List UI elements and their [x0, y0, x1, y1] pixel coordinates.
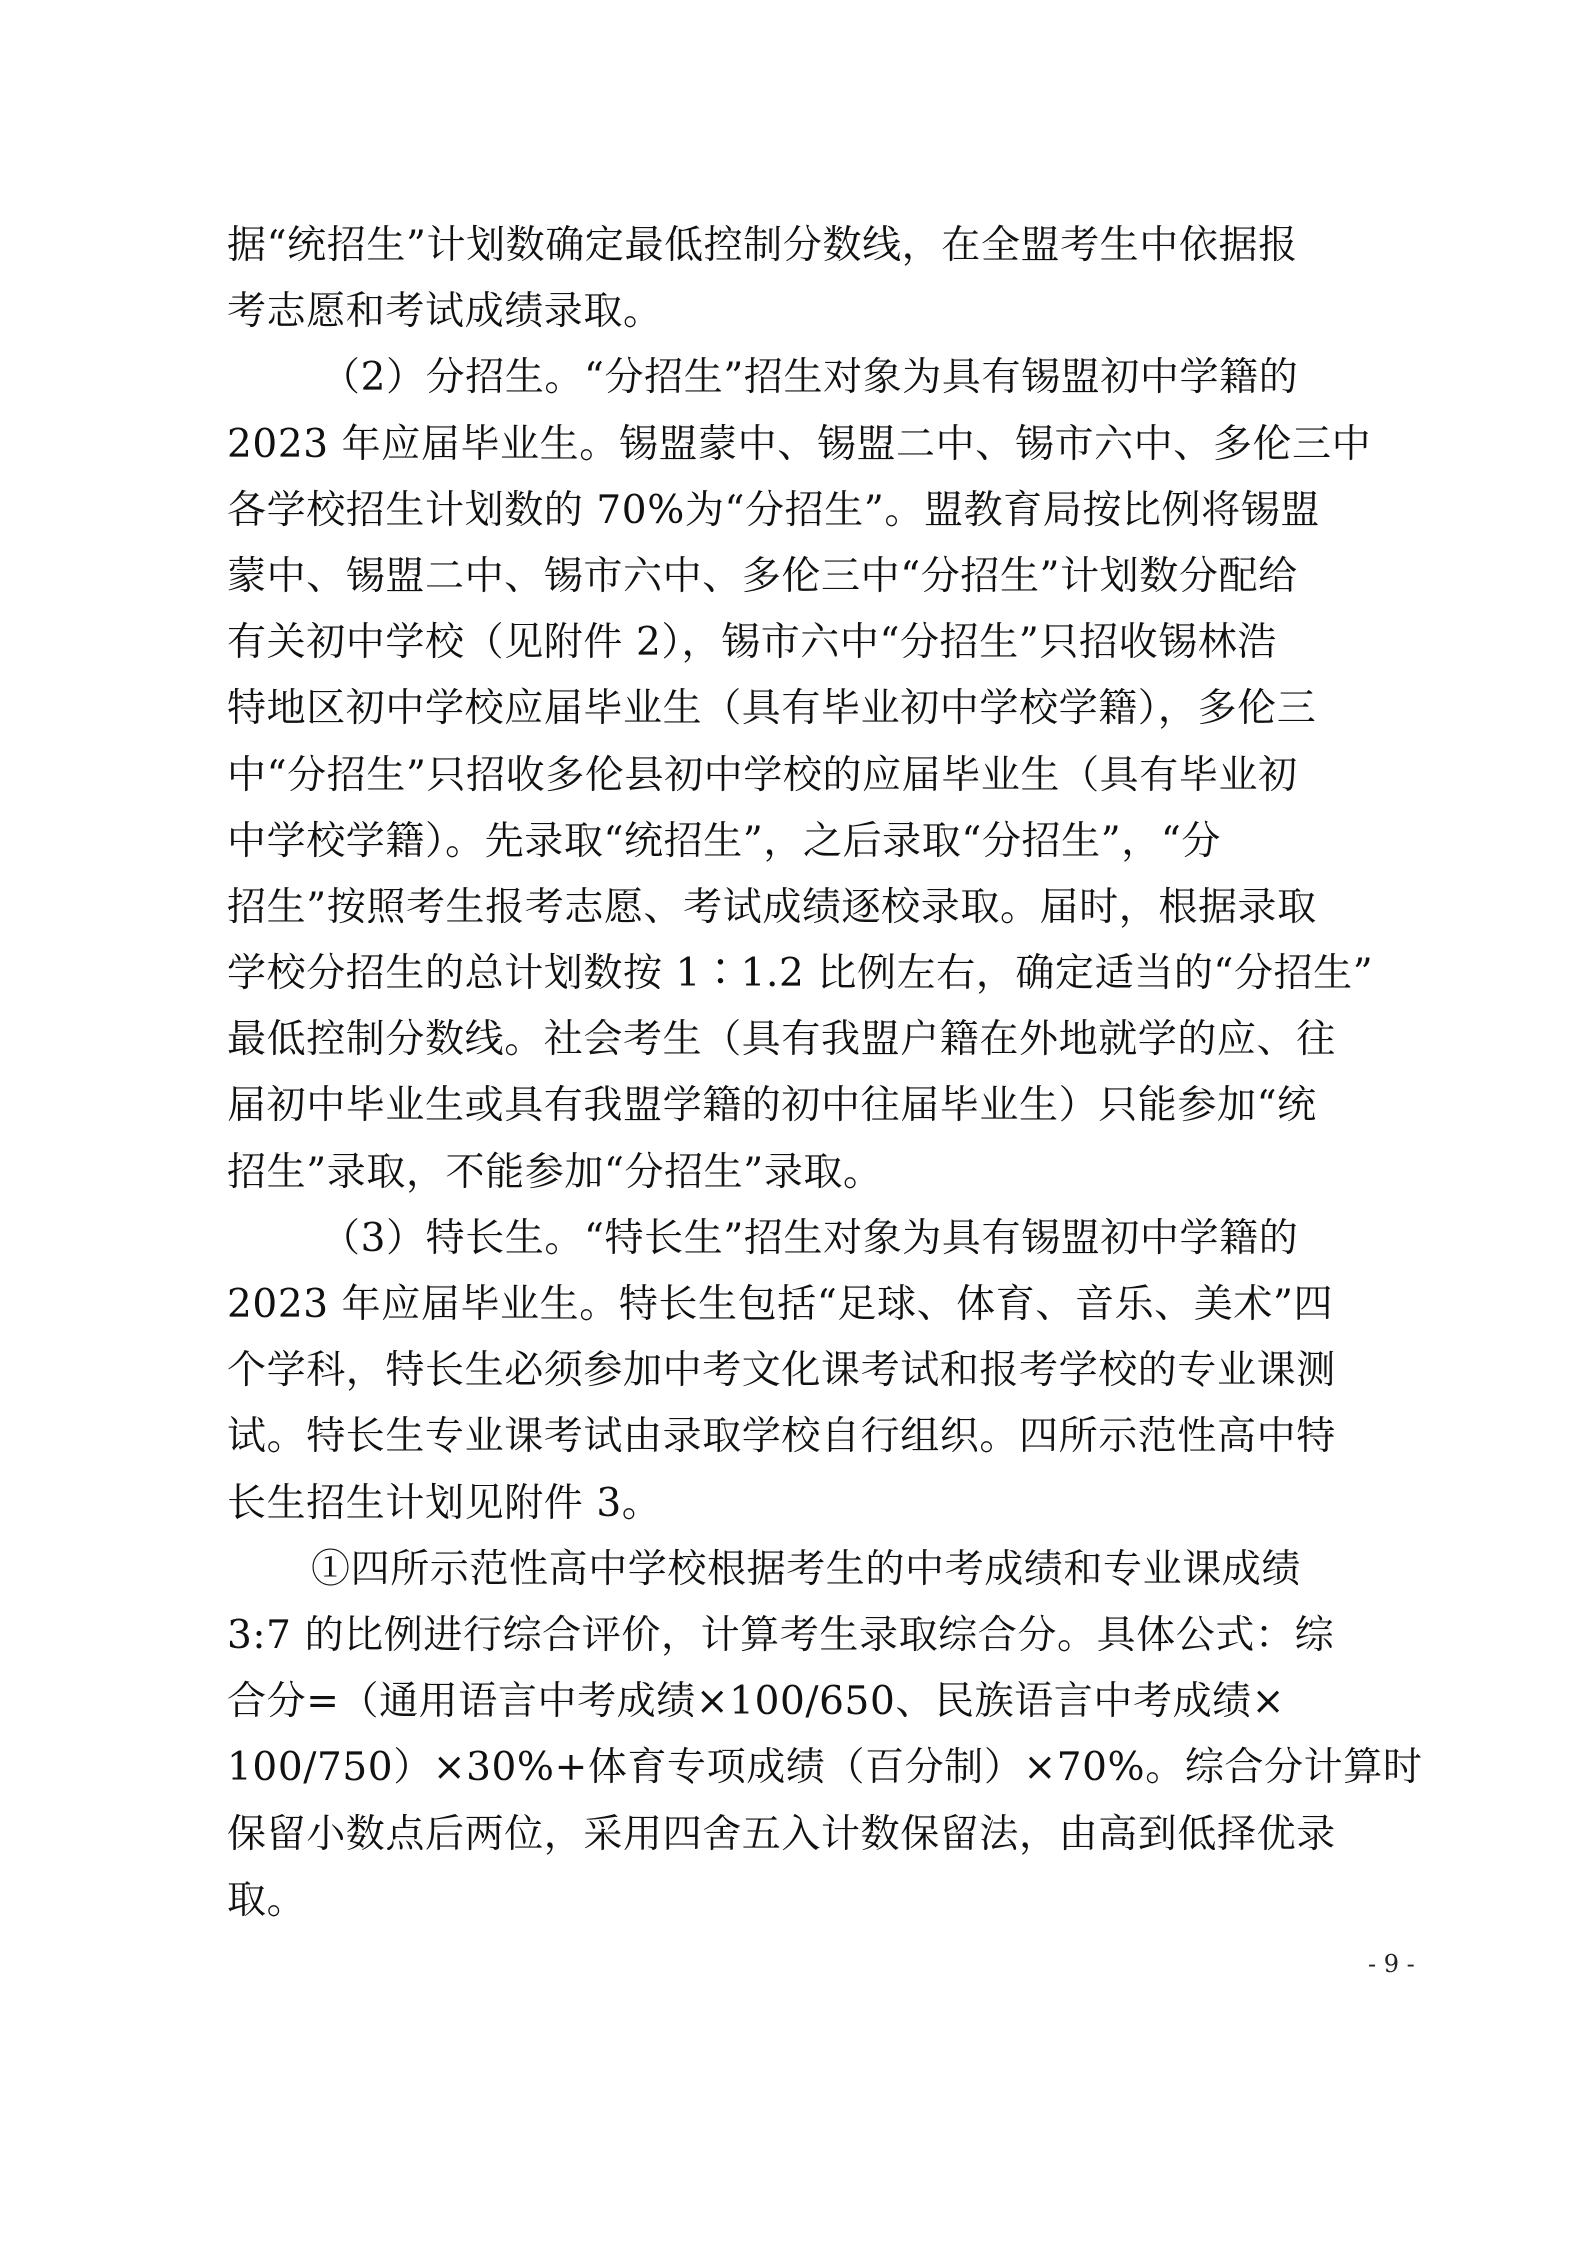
text-line: （2）分招生。“分招生”招生对象为具有锡盟初中学籍的 — [321, 355, 1299, 401]
text-line: 2023 年应届毕业生。锡盟蒙中、锡盟二中、锡市六中、多伦三中 — [227, 421, 1372, 467]
text-line: 100/750）×30%+体育专项成绩（百分制）×70%。综合分计算时 — [227, 1745, 1423, 1791]
text-line: 各学校招生计划数的 70%为“分招生”。盟教育局按比例将锡盟 — [227, 487, 1320, 533]
text-line: 据“统招生”计划数确定最低控制分数线，在全盟考生中依据报 — [227, 223, 1298, 268]
text-line: 2023 年应届毕业生。特长生包括“足球、体育、音乐、美术”四 — [227, 1282, 1334, 1327]
text-line: 中学校学籍）。先录取“统招生”，之后录取“分招生”，“分 — [227, 818, 1221, 864]
text-line: 保留小数点后两位，采用四舍五入计数保留法，由高到低择优录 — [227, 1811, 1336, 1857]
text-line: 长生招生计划见附件 3。 — [227, 1480, 662, 1526]
text-line: 取。 — [227, 1877, 307, 1923]
body-text — [227, 213, 1423, 1934]
text-line: 中“分招生”只招收多伦县初中学校的应届毕业生（具有毕业初 — [227, 752, 1298, 798]
text-line: 合分=（通用语言中考成绩×100/650、民族语言中考成绩× — [227, 1679, 1286, 1725]
text-line: 3:7 的比例进行综合评价，计算考生录取综合分。具体公式：综 — [227, 1612, 1335, 1658]
text-line: 届初中毕业生或具有我盟学籍的初中往届毕业生）只能参加“统 — [227, 1083, 1317, 1129]
text-line: 试。特长生专业课考试由录取学校自行组织。四所示范性高中特 — [227, 1414, 1336, 1460]
text-line: ①四所示范性高中学校根据考生的中考成绩和专业课成绩 — [311, 1546, 1302, 1592]
text-line: 特地区初中学校应届毕业生（具有毕业初中学校学籍），多伦三 — [227, 686, 1317, 732]
text-line: 招生”按照考生报考志愿、考试成绩逐校录取。届时，根据录取 — [227, 884, 1317, 930]
page-number: - 9 - — [1368, 1950, 1415, 1978]
text-line: 个学科，特长生必须参加中考文化课考试和报考学校的专业课测 — [227, 1348, 1336, 1394]
text-line: 学校分招生的总计划数按 1∶1.2 比例左右，确定适当的“分招生” — [227, 951, 1374, 997]
text-line: 招生”录取，不能参加“分招生”录取。 — [227, 1149, 883, 1195]
text-line: （3）特长生。“特长生”招生对象为具有锡盟初中学籍的 — [321, 1215, 1299, 1261]
text-line: 考志愿和考试成绩录取。 — [227, 289, 663, 335]
text-line: 有关初中学校（见附件 2），锡市六中“分招生”只招收锡林浩 — [227, 620, 1277, 666]
text-line: 最低控制分数线。社会考生（具有我盟户籍在外地就学的应、往 — [227, 1017, 1336, 1063]
text-line: 蒙中、锡盟二中、锡市六中、多伦三中“分招生”计划数分配给 — [227, 553, 1298, 599]
